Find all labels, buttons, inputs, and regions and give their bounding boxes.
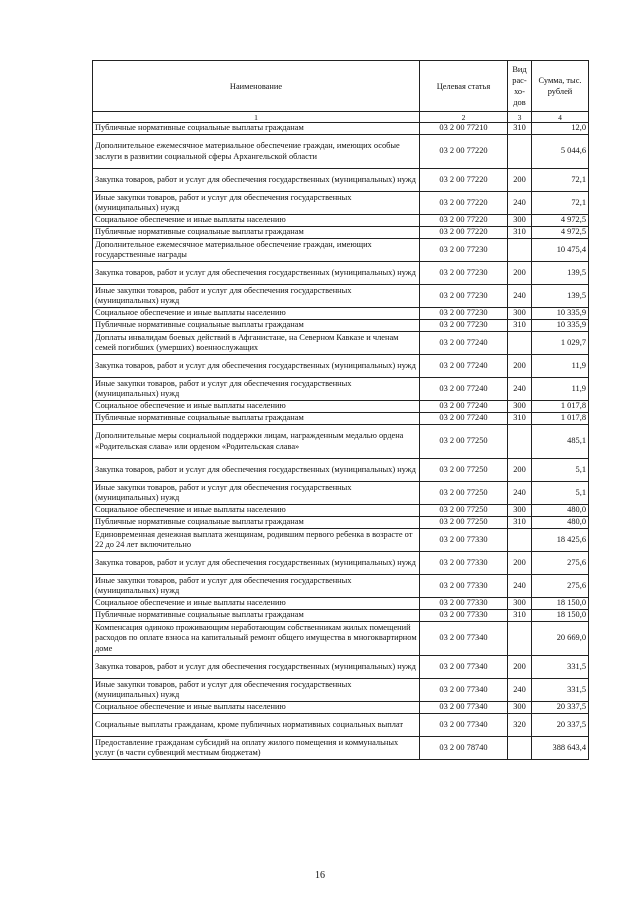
row-sum: 331,5 [532, 679, 589, 702]
row-sum: 275,6 [532, 575, 589, 598]
row-name: Иные закупки товаров, работ и услуг для обеспечения государственных (муниципальных) нужд [93, 482, 420, 505]
row-expense-type: 310 [508, 610, 532, 622]
row-sum: 18 150,0 [532, 598, 589, 610]
table-row [93, 702, 589, 714]
row-name: Единовременная денежная выплата женщинам, родившим первого ребенка в возрасте от 22 до 24 лет включительно [93, 529, 420, 552]
row-name: Социальное обеспечение и иные выплаты населению [93, 215, 420, 227]
table-row [93, 575, 589, 598]
row-target-article: 03 2 00 77340 [420, 679, 508, 702]
row-target-article: 03 2 00 77340 [420, 702, 508, 714]
row-expense-type [508, 239, 532, 262]
row-target-article: 03 2 00 77230 [420, 320, 508, 332]
row-sum: 20 337,5 [532, 702, 589, 714]
row-sum: 11,9 [532, 355, 589, 378]
row-name: Закупка товаров, работ и услуг для обеспечения государственных (муниципальных) нужд [93, 262, 420, 285]
row-name: Социальное обеспечение и иные выплаты населению [93, 308, 420, 320]
row-expense-type: 200 [508, 459, 532, 482]
table-row [93, 123, 589, 135]
row-expense-type: 200 [508, 552, 532, 575]
row-name: Публичные нормативные социальные выплаты гражданам [93, 320, 420, 332]
row-name: Публичные нормативные социальные выплаты гражданам [93, 123, 420, 135]
row-sum: 4 972,5 [532, 215, 589, 227]
row-target-article: 03 2 00 77240 [420, 378, 508, 401]
table-row [93, 425, 589, 459]
row-name: Дополнительное ежемесячное материальное обеспечение граждан, имеющих особые заслуги в развитии социальной сферы Архангельской области [93, 135, 420, 169]
row-target-article: 03 2 00 77240 [420, 332, 508, 355]
row-expense-type [508, 332, 532, 355]
table-row [93, 332, 589, 355]
row-expense-type: 300 [508, 401, 532, 413]
row-target-article: 03 2 00 78740 [420, 737, 508, 760]
row-name: Предоставление гражданам субсидий на оплату жилого помещения и коммунальных услуг (в части субвенций местным бюджетам) [93, 737, 420, 760]
row-expense-type: 200 [508, 262, 532, 285]
row-sum: 275,6 [532, 552, 589, 575]
row-expense-type [508, 425, 532, 459]
row-expense-type: 240 [508, 575, 532, 598]
header-number: 4 [532, 112, 589, 123]
row-target-article: 03 2 00 77250 [420, 517, 508, 529]
table-row [93, 401, 589, 413]
row-expense-type: 200 [508, 169, 532, 192]
row-target-article: 03 2 00 77240 [420, 413, 508, 425]
row-sum: 72,1 [532, 192, 589, 215]
budget-table [92, 60, 589, 760]
row-sum: 1 017,8 [532, 413, 589, 425]
row-target-article: 03 2 00 77250 [420, 482, 508, 505]
row-expense-type: 310 [508, 320, 532, 332]
row-name: Публичные нормативные социальные выплаты гражданам [93, 227, 420, 239]
row-sum: 1 017,8 [532, 401, 589, 413]
page-number: 16 [315, 870, 325, 881]
row-name: Социальное обеспечение и иные выплаты населению [93, 401, 420, 413]
row-sum: 5,1 [532, 459, 589, 482]
row-target-article: 03 2 00 77330 [420, 575, 508, 598]
row-sum: 1 029,7 [532, 332, 589, 355]
row-sum: 139,5 [532, 262, 589, 285]
row-expense-type: 300 [508, 215, 532, 227]
row-target-article: 03 2 00 77220 [420, 135, 508, 169]
row-name: Иные закупки товаров, работ и услуг для обеспечения государственных (муниципальных) нужд [93, 679, 420, 702]
document-page [92, 60, 588, 760]
table-row [93, 285, 589, 308]
row-expense-type: 300 [508, 702, 532, 714]
table-row [93, 215, 589, 227]
row-expense-type: 310 [508, 413, 532, 425]
table-row [93, 308, 589, 320]
row-target-article: 03 2 00 77330 [420, 610, 508, 622]
row-name: Закупка товаров, работ и услуг для обеспечения государственных (муниципальных) нужд [93, 656, 420, 679]
header-expense-type: Вид рас-хо-дов [508, 61, 532, 112]
row-sum: 12,0 [532, 123, 589, 135]
row-sum: 10 475,4 [532, 239, 589, 262]
row-target-article: 03 2 00 77240 [420, 355, 508, 378]
table-row [93, 598, 589, 610]
row-name: Закупка товаров, работ и услуг для обеспечения государственных (муниципальных) нужд [93, 552, 420, 575]
row-expense-type: 240 [508, 192, 532, 215]
row-name: Дополнительное ежемесячное материальное обеспечение граждан, имеющих государственные награды [93, 239, 420, 262]
row-expense-type [508, 737, 532, 760]
row-target-article: 03 2 00 77220 [420, 215, 508, 227]
row-target-article: 03 2 00 77330 [420, 529, 508, 552]
table-row [93, 505, 589, 517]
header-number: 3 [508, 112, 532, 123]
table-row [93, 320, 589, 332]
table-row [93, 355, 589, 378]
row-name: Дополнительные меры социальной поддержки лицам, награжденным медалью ордена «Родительская слава» или орденом «Родительская слава» [93, 425, 420, 459]
row-name: Социальное обеспечение и иные выплаты населению [93, 598, 420, 610]
row-target-article: 03 2 00 77340 [420, 656, 508, 679]
table-row [93, 679, 589, 702]
row-target-article: 03 2 00 77250 [420, 459, 508, 482]
row-target-article: 03 2 00 77250 [420, 425, 508, 459]
table-row [93, 482, 589, 505]
table-row [93, 737, 589, 760]
table-row [93, 656, 589, 679]
row-target-article: 03 2 00 77230 [420, 239, 508, 262]
row-sum: 72,1 [532, 169, 589, 192]
row-sum: 20 669,0 [532, 622, 589, 656]
row-target-article: 03 2 00 77340 [420, 714, 508, 737]
header-row [93, 61, 589, 112]
table-row [93, 227, 589, 239]
table-row [93, 714, 589, 737]
row-name: Публичные нормативные социальные выплаты гражданам [93, 413, 420, 425]
row-sum: 331,5 [532, 656, 589, 679]
row-expense-type [508, 529, 532, 552]
table-row [93, 622, 589, 656]
table-row [93, 378, 589, 401]
row-name: Иные закупки товаров, работ и услуг для обеспечения государственных (муниципальных) нужд [93, 378, 420, 401]
row-target-article: 03 2 00 77330 [420, 598, 508, 610]
row-name: Иные закупки товаров, работ и услуг для обеспечения государственных (муниципальных) нужд [93, 192, 420, 215]
header-sum: Сумма, тыс. рублей [532, 61, 589, 112]
row-expense-type [508, 622, 532, 656]
table-row [93, 239, 589, 262]
row-expense-type: 310 [508, 227, 532, 239]
table-row [93, 517, 589, 529]
header-name: Наименование [93, 61, 420, 112]
row-expense-type: 300 [508, 505, 532, 517]
row-target-article: 03 2 00 77340 [420, 622, 508, 656]
row-sum: 480,0 [532, 517, 589, 529]
row-target-article: 03 2 00 77220 [420, 227, 508, 239]
row-expense-type: 240 [508, 679, 532, 702]
table-row [93, 192, 589, 215]
header-number: 2 [420, 112, 508, 123]
table-row [93, 413, 589, 425]
row-name: Закупка товаров, работ и услуг для обеспечения государственных (муниципальных) нужд [93, 459, 420, 482]
row-expense-type: 320 [508, 714, 532, 737]
row-target-article: 03 2 00 77210 [420, 123, 508, 135]
row-expense-type: 240 [508, 378, 532, 401]
row-target-article: 03 2 00 77220 [420, 169, 508, 192]
row-expense-type [508, 135, 532, 169]
row-expense-type: 240 [508, 482, 532, 505]
row-name: Социальные выплаты гражданам, кроме публичных нормативных социальных выплат [93, 714, 420, 737]
row-sum: 18 425,6 [532, 529, 589, 552]
table-row [93, 552, 589, 575]
row-expense-type: 240 [508, 285, 532, 308]
row-name: Социальное обеспечение и иные выплаты населению [93, 505, 420, 517]
header-target-article: Целевая статья [420, 61, 508, 112]
row-sum: 480,0 [532, 505, 589, 517]
row-name: Закупка товаров, работ и услуг для обеспечения государственных (муниципальных) нужд [93, 169, 420, 192]
row-target-article: 03 2 00 77230 [420, 262, 508, 285]
row-sum: 388 643,4 [532, 737, 589, 760]
table-row [93, 135, 589, 169]
table-row [93, 610, 589, 622]
row-sum: 10 335,9 [532, 308, 589, 320]
row-sum: 4 972,5 [532, 227, 589, 239]
row-sum: 18 150,0 [532, 610, 589, 622]
row-target-article: 03 2 00 77250 [420, 505, 508, 517]
table-row [93, 459, 589, 482]
row-name: Закупка товаров, работ и услуг для обеспечения государственных (муниципальных) нужд [93, 355, 420, 378]
row-sum: 139,5 [532, 285, 589, 308]
table-row [93, 529, 589, 552]
row-expense-type: 300 [508, 598, 532, 610]
row-name: Публичные нормативные социальные выплаты гражданам [93, 610, 420, 622]
table-row [93, 169, 589, 192]
row-expense-type: 200 [508, 656, 532, 679]
row-target-article: 03 2 00 77240 [420, 401, 508, 413]
header-number: 1 [93, 112, 420, 123]
row-expense-type: 300 [508, 308, 532, 320]
row-sum: 485,1 [532, 425, 589, 459]
row-name: Иные закупки товаров, работ и услуг для обеспечения государственных (муниципальных) нужд [93, 285, 420, 308]
row-sum: 20 337,5 [532, 714, 589, 737]
table-row [93, 262, 589, 285]
row-sum: 11,9 [532, 378, 589, 401]
row-name: Публичные нормативные социальные выплаты гражданам [93, 517, 420, 529]
row-name: Иные закупки товаров, работ и услуг для обеспечения государственных (муниципальных) нужд [93, 575, 420, 598]
row-sum: 10 335,9 [532, 320, 589, 332]
row-sum: 5 044,6 [532, 135, 589, 169]
row-name: Компенсация одиноко проживающим неработающим собственникам жилых помещений расходов по оплате взноса на капитальный ремонт общего имущества в многоквартирном доме [93, 622, 420, 656]
row-expense-type: 310 [508, 123, 532, 135]
header-number-row [93, 112, 589, 123]
row-sum: 5,1 [532, 482, 589, 505]
row-name: Социальное обеспечение и иные выплаты населению [93, 702, 420, 714]
row-expense-type: 200 [508, 355, 532, 378]
row-expense-type: 310 [508, 517, 532, 529]
row-target-article: 03 2 00 77230 [420, 285, 508, 308]
row-target-article: 03 2 00 77220 [420, 192, 508, 215]
row-target-article: 03 2 00 77230 [420, 308, 508, 320]
row-target-article: 03 2 00 77330 [420, 552, 508, 575]
row-name: Доплаты инвалидам боевых действий в Афганистане, на Северном Кавказе и членам семей погибших (умерших) военнослужащих [93, 332, 420, 355]
